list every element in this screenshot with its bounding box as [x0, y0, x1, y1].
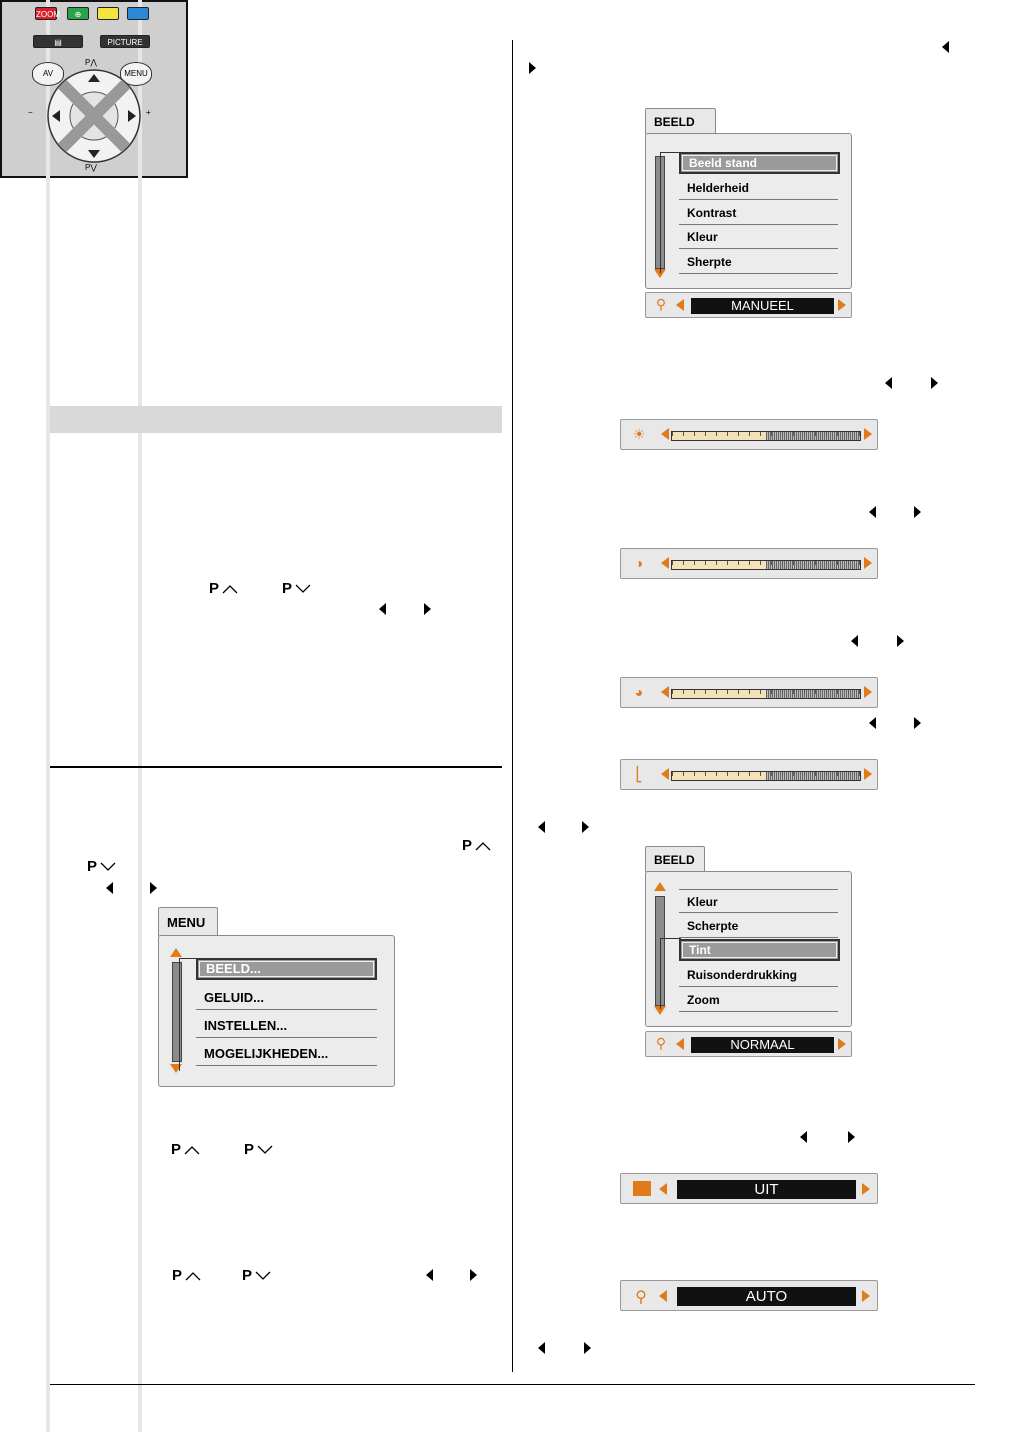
- right-arrow-icon[interactable]: [864, 768, 872, 780]
- beeld-status-bar: [645, 292, 852, 318]
- chevron-up-icon: [184, 1145, 200, 1155]
- beeld-item-kontrast[interactable]: Kontrast: [679, 201, 838, 225]
- p-up-key: P: [209, 580, 238, 597]
- zoom-mode-value: AUTO: [677, 1287, 856, 1306]
- p-down-key: P: [244, 1141, 273, 1158]
- p-up-key: P: [171, 1141, 200, 1158]
- navigation-pad[interactable]: [44, 66, 144, 166]
- right-arrow-icon: [914, 717, 921, 729]
- selection-bracket: [660, 938, 681, 1009]
- right-arrow-icon[interactable]: [862, 1290, 870, 1302]
- menu-tab: MENU: [158, 907, 218, 936]
- left-arrow-icon[interactable]: [661, 686, 669, 698]
- slider-track[interactable]: [671, 689, 861, 699]
- left-arrow-icon: [851, 635, 858, 647]
- remote-control-illustration: [0, 0, 188, 178]
- beeld-item-scherpte[interactable]: Scherpte: [679, 914, 838, 938]
- beeld-item-tint[interactable]: Tint: [679, 939, 840, 961]
- left-arrow-icon[interactable]: [659, 1183, 667, 1195]
- contrast-slider[interactable]: [620, 548, 878, 579]
- main-menu-panel: [158, 935, 395, 1087]
- slider-ticks: [672, 772, 860, 776]
- slider-ticks: [672, 432, 860, 436]
- right-arrow-icon[interactable]: [864, 557, 872, 569]
- beeld-item-kleur[interactable]: Kleur: [679, 225, 838, 249]
- beeld-tab: BEELD: [645, 108, 716, 134]
- right-arrow-icon: [914, 506, 921, 518]
- right-arrow-icon: [470, 1269, 477, 1281]
- p-down-key: P: [87, 858, 116, 875]
- menu-item-geluid[interactable]: GELUID...: [196, 986, 377, 1010]
- slider-ticks: [672, 690, 860, 694]
- left-arrow-icon[interactable]: [661, 557, 669, 569]
- left-arrow-icon: [379, 603, 386, 615]
- p-down-key: P: [282, 580, 311, 597]
- wrench-icon: ⚲: [655, 296, 667, 312]
- menu-item-instellen[interactable]: INSTELLEN...: [196, 1014, 377, 1038]
- menu-item-mogelijkheden[interactable]: MOGELIJKHEDEN...: [196, 1042, 377, 1066]
- chevron-down-icon: [257, 1145, 273, 1155]
- left-arrow-icon: [106, 882, 113, 894]
- right-arrow-icon: [897, 635, 904, 647]
- right-arrow-icon[interactable]: [864, 686, 872, 698]
- av-button[interactable]: AV: [32, 62, 64, 86]
- contrast-icon: ◑: [634, 555, 644, 571]
- slider-track[interactable]: [671, 771, 861, 781]
- p-up-key: P: [172, 1267, 201, 1284]
- right-arrow-icon: [584, 1342, 591, 1354]
- right-arrow-icon[interactable]: [838, 299, 846, 311]
- noise-icon: [633, 1181, 651, 1196]
- chevron-up-icon: [475, 841, 491, 851]
- picture-mode-value: MANUEEL: [691, 298, 834, 314]
- p-down-key: P: [242, 1267, 271, 1284]
- left-arrow-icon: [426, 1269, 433, 1281]
- menu-button[interactable]: MENU: [120, 62, 152, 86]
- footer-rule: [50, 1384, 975, 1385]
- menu-item-beeld[interactable]: BEELD...: [196, 958, 377, 980]
- right-arrow-icon: [582, 821, 589, 833]
- teletext-button[interactable]: ▤: [33, 35, 83, 48]
- chevron-up-icon: [222, 584, 238, 594]
- right-arrow-icon[interactable]: [838, 1038, 846, 1050]
- beeld-item-sherpte[interactable]: Sherpte: [679, 250, 838, 274]
- slider-track[interactable]: [671, 431, 861, 441]
- green-button[interactable]: ⊕: [67, 7, 89, 20]
- p-up-key: P: [462, 837, 491, 854]
- tint-value: NORMAAL: [691, 1037, 834, 1053]
- picture-button[interactable]: PICTURE: [100, 35, 150, 48]
- column-divider: [512, 40, 513, 1372]
- slider-ticks: [672, 561, 860, 565]
- p-up-label: P⋀: [85, 58, 97, 67]
- vol-plus-label: +: [146, 108, 151, 117]
- left-arrow-icon: [538, 821, 545, 833]
- chevron-down-icon: [255, 1271, 271, 1281]
- wrench-icon: ⚲: [655, 1035, 667, 1051]
- noise-reduction-setting[interactable]: [620, 1173, 878, 1204]
- left-arrow-icon[interactable]: [676, 1038, 684, 1050]
- right-arrow-icon: [424, 603, 431, 615]
- scroll-up-icon[interactable]: [170, 948, 182, 957]
- beeld-tab: BEELD: [645, 846, 705, 872]
- color-slider[interactable]: [620, 677, 878, 708]
- left-arrow-icon[interactable]: [676, 299, 684, 311]
- chevron-down-icon: [295, 584, 311, 594]
- right-arrow-icon: [529, 62, 536, 74]
- section-header-bar: [50, 406, 502, 433]
- beeld-status-bar-2: [645, 1031, 852, 1057]
- vol-minus-label: −: [28, 108, 33, 117]
- wrench-icon: ⚲: [635, 1289, 647, 1306]
- beeld-item-zoom[interactable]: Zoom: [679, 988, 838, 1012]
- beeld-item-kleur[interactable]: Kleur: [679, 889, 838, 913]
- beeld-item-helderheid[interactable]: Helderheid: [679, 176, 838, 200]
- left-arrow-icon: [869, 717, 876, 729]
- left-arrow-icon: [885, 377, 892, 389]
- sharpness-slider[interactable]: [620, 759, 878, 790]
- left-arrow-icon: [869, 506, 876, 518]
- yellow-button[interactable]: [97, 7, 119, 20]
- chevron-down-icon: [100, 862, 116, 872]
- beeld-menu-panel: [645, 133, 852, 289]
- right-arrow-icon: [848, 1131, 855, 1143]
- right-arrow-icon[interactable]: [864, 428, 872, 440]
- scroll-up-icon[interactable]: [654, 882, 666, 891]
- p-down-label: P⋁: [85, 163, 97, 172]
- left-arrow-icon[interactable]: [661, 768, 669, 780]
- left-arrow-icon: [942, 41, 949, 53]
- right-arrow-icon: [150, 882, 157, 894]
- color-wheel-icon: ◕: [634, 684, 644, 700]
- sharpness-icon: ⎣: [635, 766, 643, 782]
- beeld-item-ruisonderdrukking[interactable]: Ruisonderdrukking: [679, 963, 838, 987]
- zoom-setting[interactable]: [620, 1280, 878, 1311]
- left-arrow-icon[interactable]: [659, 1290, 667, 1302]
- beeld-menu-panel-2: [645, 871, 852, 1027]
- slider-track[interactable]: [671, 560, 861, 570]
- zoom-button[interactable]: ZOOM: [35, 7, 57, 20]
- noise-reduction-value: UIT: [677, 1180, 856, 1199]
- blue-button[interactable]: [127, 7, 149, 20]
- left-arrow-icon[interactable]: [661, 428, 669, 440]
- section-rule: [50, 766, 502, 768]
- right-arrow-icon: [931, 377, 938, 389]
- right-arrow-icon[interactable]: [862, 1183, 870, 1195]
- beeld-item-beeld-stand[interactable]: Beeld stand: [679, 152, 840, 174]
- brightness-slider[interactable]: [620, 419, 878, 450]
- sun-icon: ☀: [632, 426, 646, 442]
- chevron-up-icon: [185, 1271, 201, 1281]
- left-arrow-icon: [800, 1131, 807, 1143]
- selection-bracket: [660, 152, 681, 273]
- left-arrow-icon: [538, 1342, 545, 1354]
